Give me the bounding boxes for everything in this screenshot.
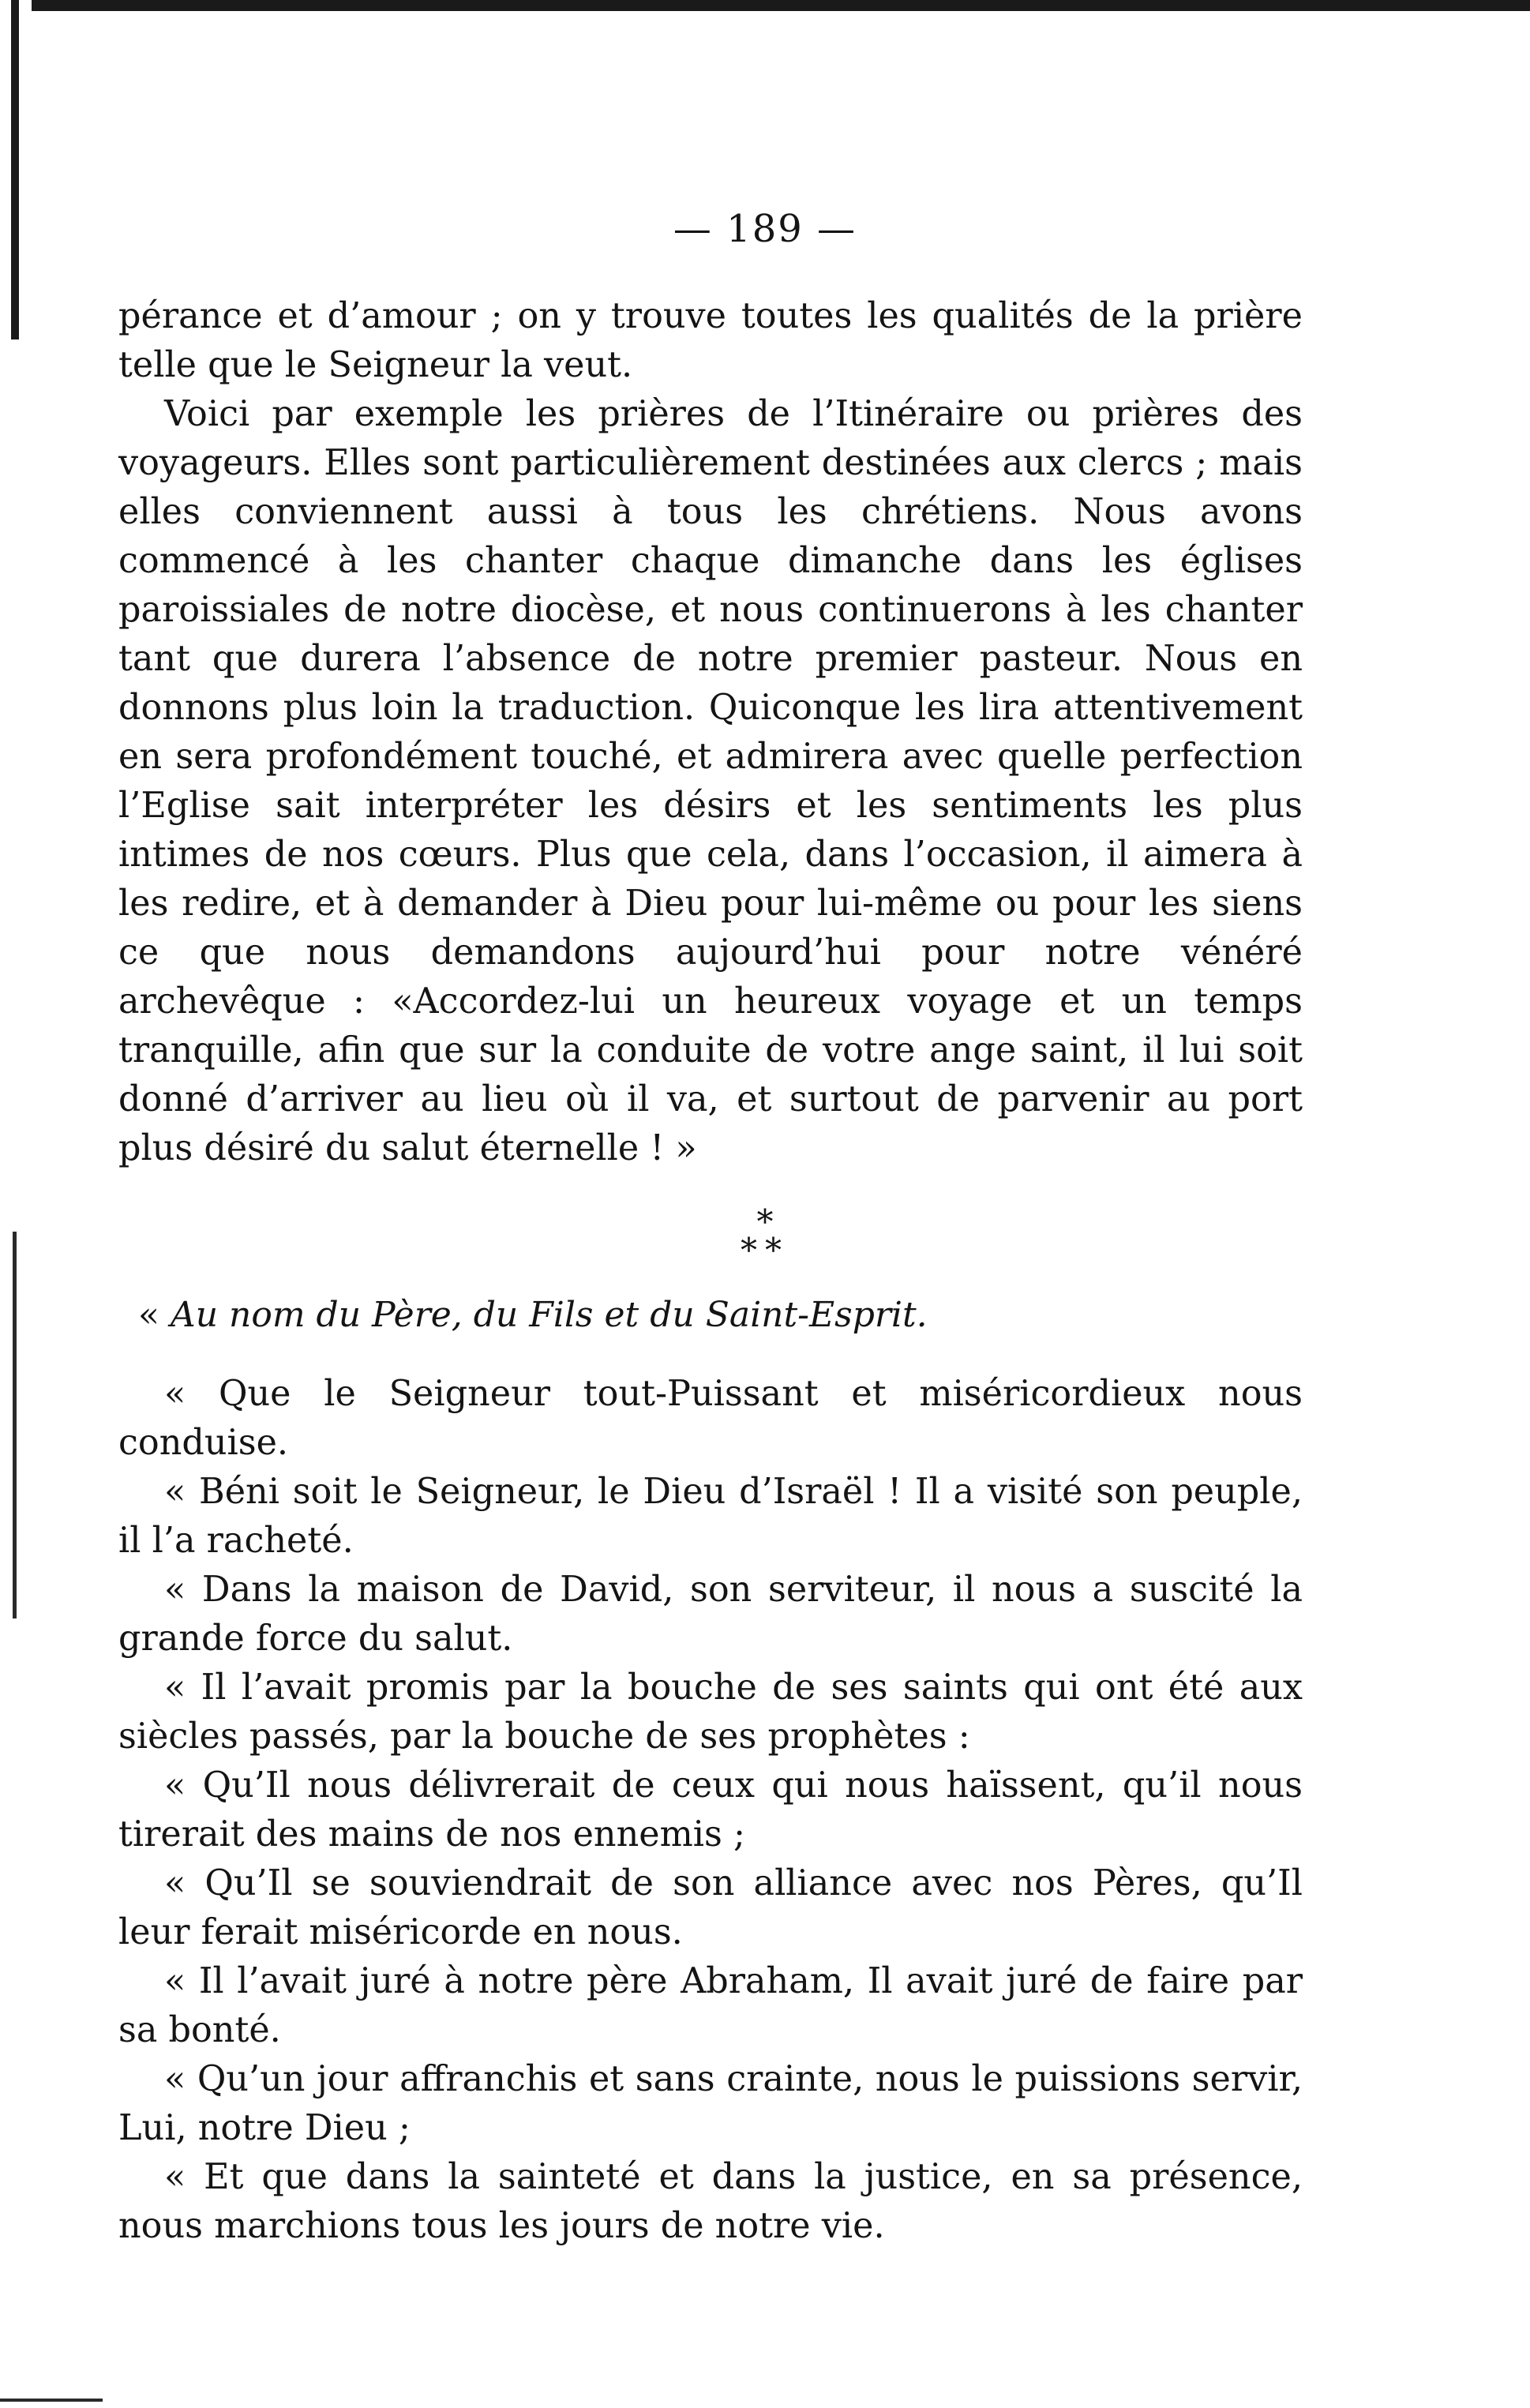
verse-paragraph: « Et que dans la sainteté et dans la justice, en sa présence, nous marchions tous les jours de notre vie. [118,2157,1303,2246]
invocation-line [138,1295,928,1335]
verse-paragraph: « Il l’avait juré à notre père Abraham, Il avait juré de faire par sa bonté. [118,1961,1303,2050]
verse-paragraph: « Dans la maison de David, son serviteur, il nous a suscité la grande force du salut. [118,1570,1303,1659]
left-border-rule [11,0,19,339]
paragraph-itineraire: Voici par exemple les prières de l’Itinéraire ou prières des voyageurs. Elles sont particulièrement destinées aux clercs ; mais elles conviennent aussi à tous les chrétiens. Nous avons commencé à les chanter chaque dimanche dans les églises paroissiales de notre diocèse, et nous continuerons à les chanter tant que durera l’absence de notre premier pasteur. Nous en donnons plus loin la traduction. Quiconque les lira attentivement en sera profondément touché, et admirera avec quelle perfection l’Eglise sait interpréter les désirs et les sentiments les plus intimes de nos cœurs. Plus que cela, dans l’occasion, il aimera à les redire, et à demander à Dieu pour lui-même ou pour les siens ce que nous demandons aujourd’hui pour notre vénéré archevêque : «Accordez-lui un heureux voyage et un temps tranquille, afin que sur la conduite de votre ange saint, il lui soit donné d’arriver au lieu où il va, et surtout de parvenir au port plus désiré du salut éternelle ! » [118,394,1303,1168]
verse-paragraph: « Il l’avait promis par la bouche de ses saints qui ont été aux siècles passés, par la bouche de ses prophètes : [118,1667,1303,1757]
page-number: — 189 — [673,207,857,251]
asterism-top: * [756,1202,774,1241]
verse-paragraph: « Que le Seigneur tout-Puissant et miséricordieux nous conduise. [118,1374,1303,1463]
top-border-rule [32,0,1530,11]
asterism-separator [0,1202,1530,1270]
body-text-top [118,292,1303,1173]
body-text-bottom [118,1370,1303,2251]
invocation-text: Au nom du Père, du Fils et du Saint-Esprit. [170,1295,928,1335]
paragraph-continuation: pérance et d’amour ; on y trouve toutes les qualités de la prière telle que le Seigneur la veut. [118,296,1303,385]
bottom-border-rule [0,2399,103,2402]
verse-paragraph: « Qu’Il se souviendrait de son alliance avec nos Pères, qu’Il leur ferait miséricorde en nous. [118,1863,1303,1952]
verse-paragraph: « Béni soit le Seigneur, le Dieu d’Israël ! Il a visité son peuple, il l’a racheté. [118,1472,1303,1561]
verse-paragraph: « Qu’un jour affranchis et sans crainte, nous le puissions servir, Lui, notre Dieu ; [118,2059,1303,2148]
verse-paragraph: « Qu’Il nous délivrerait de ceux qui nous haïssent, qu’il nous tirerait des mains de nos ennemis ; [118,1765,1303,1855]
asterism-bottom: ** [741,1231,789,1270]
left-border-rule-lower [13,1232,17,1618]
invocation-quote-mark: « [138,1295,159,1335]
